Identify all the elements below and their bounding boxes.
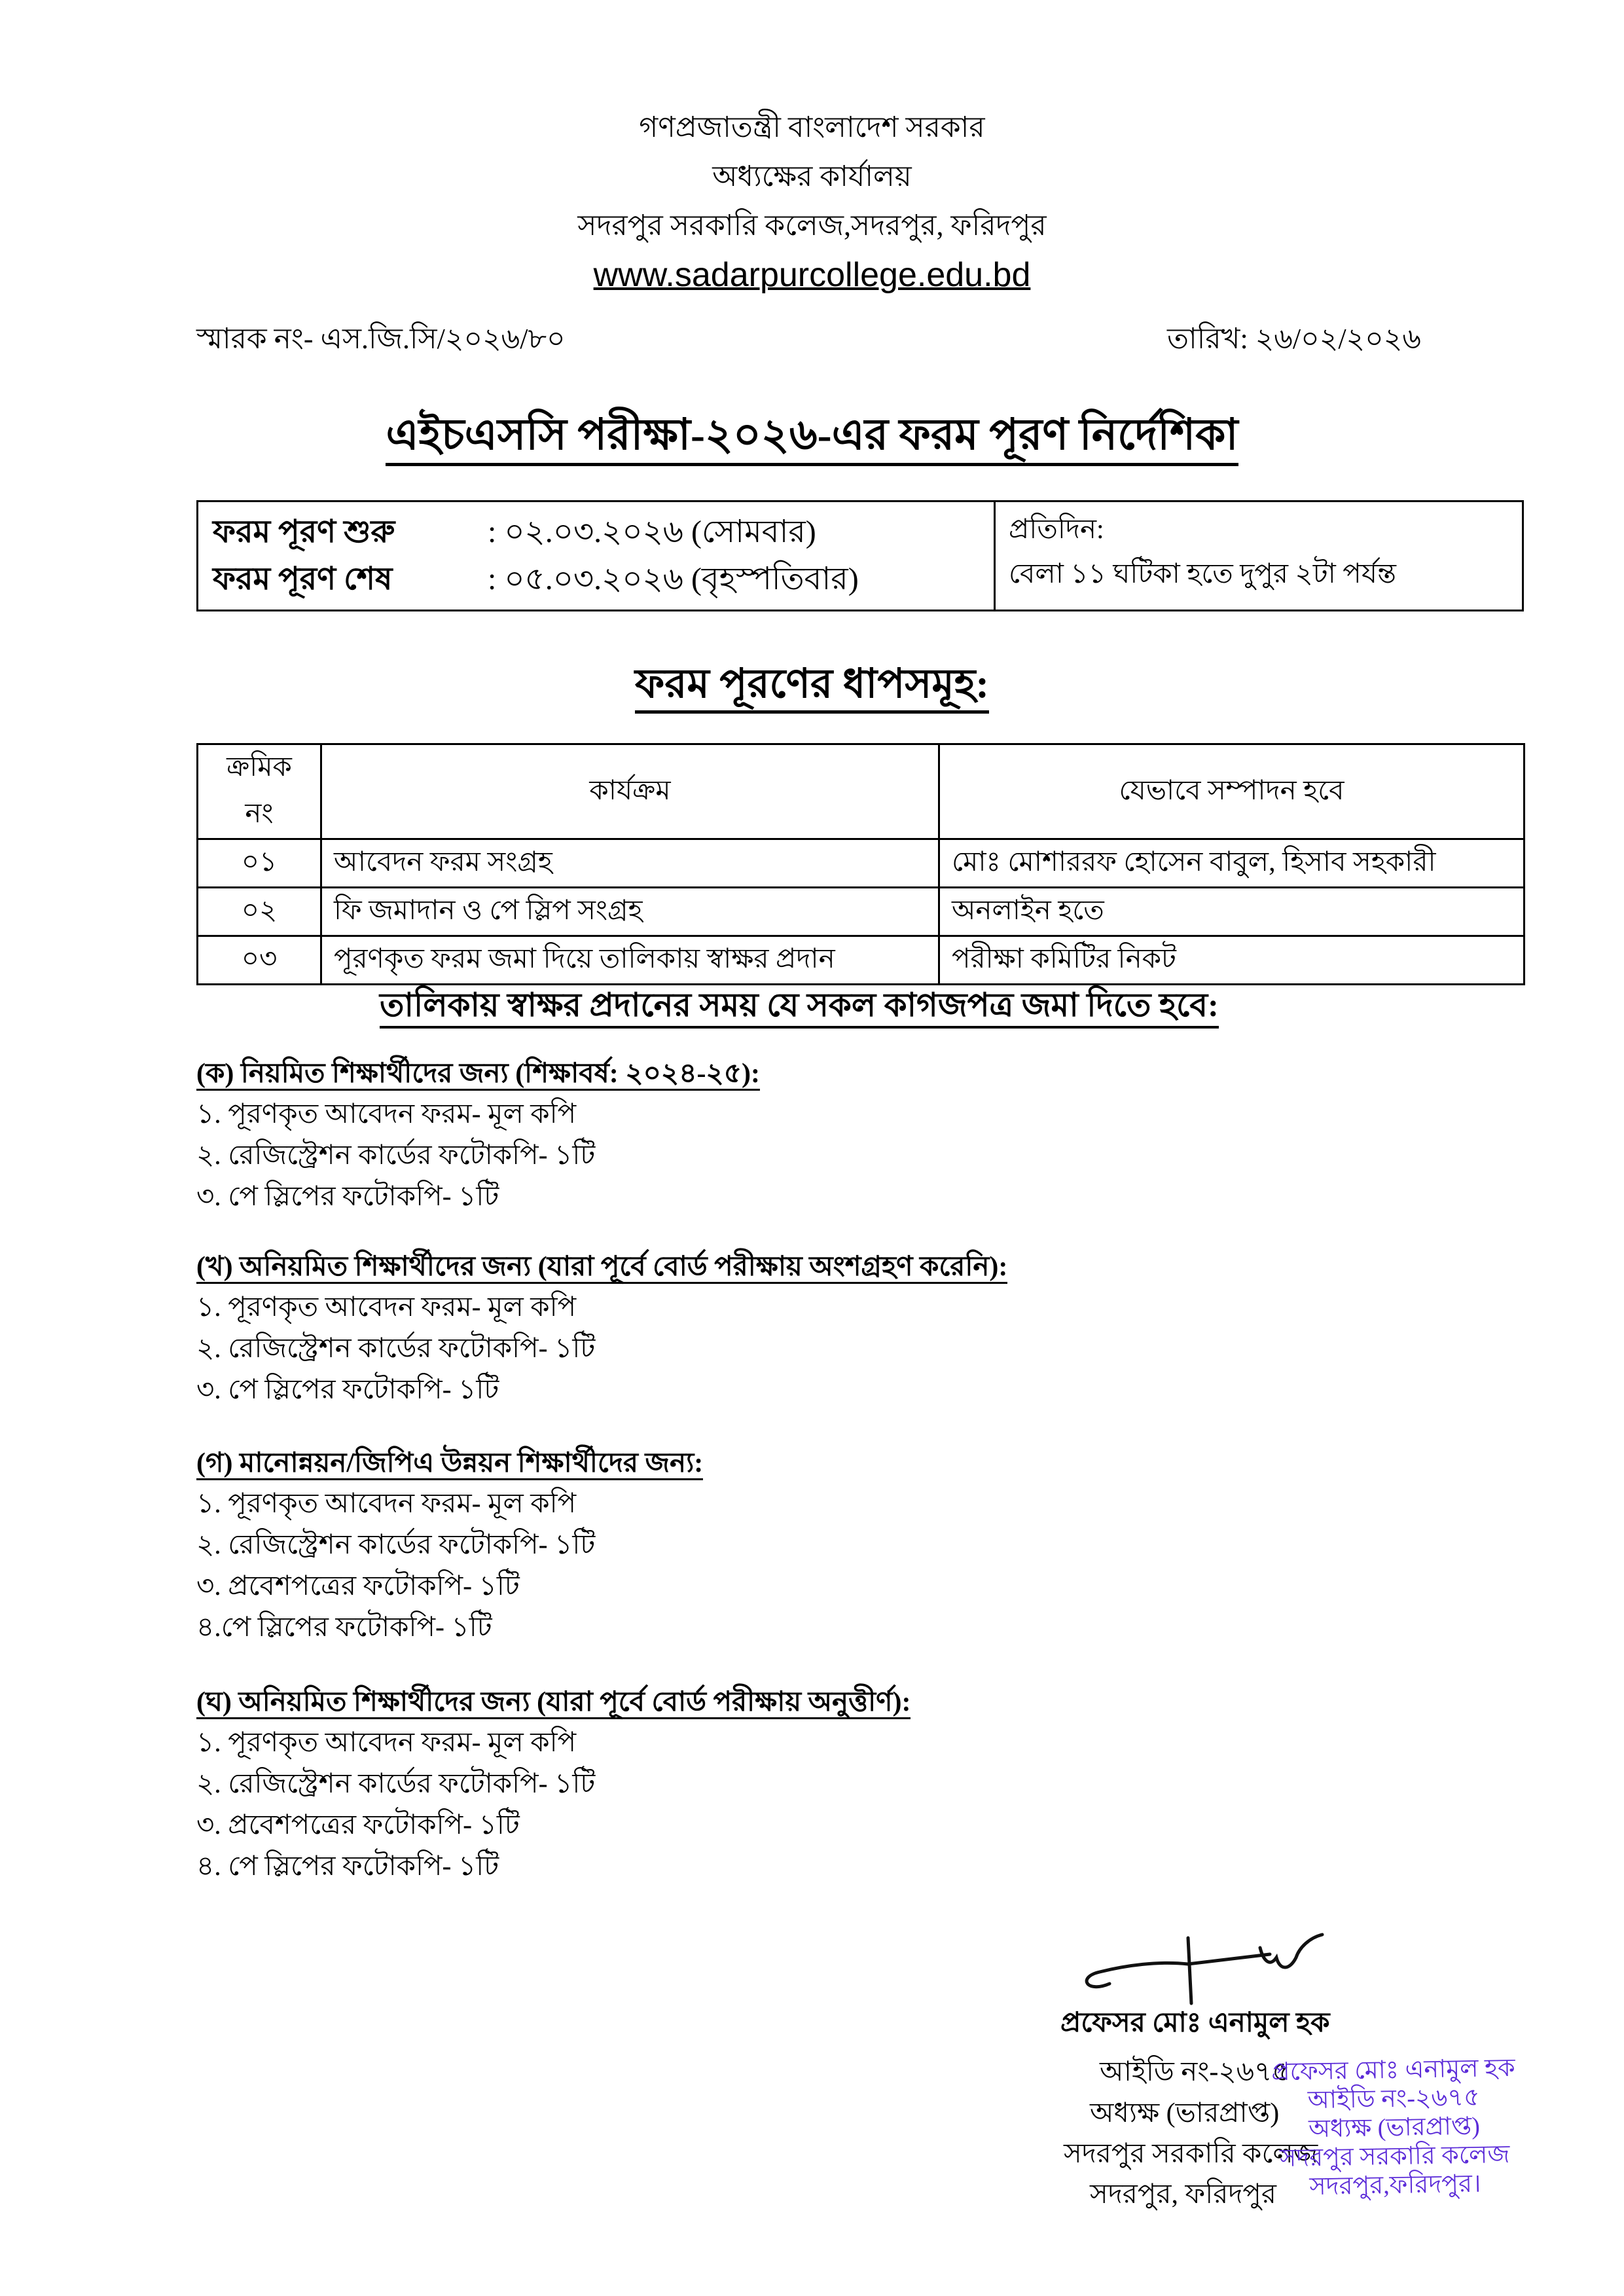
row-serial: ০১ [198,839,321,888]
signatory-name: প্রফেসর মোঃ এনামুল হক [1060,2008,1330,2038]
list-item: ২. রেজিস্ট্রেশন কার্ডের ফটোকপি- ১টি [196,1140,596,1171]
row-method: অনলাইন হতে [939,888,1525,936]
list-item: ৩. পে স্লিপের ফটোকপি- ১টি [196,1375,499,1405]
stamp-line-college: সদরপুর সরকারি কলেজ [1279,2140,1510,2173]
row-activity: পূরণকৃত ফরম জমা দিয়ে তালিকায় স্বাক্ষর প্রদান [321,936,939,985]
signatory-id: আইডি নং-২৬৭৫ [1100,2057,1290,2087]
list-item: ৩. পে স্লিপের ফটোকপি- ১টি [196,1182,499,1212]
official-seal-stamp [1216,2052,1572,2202]
daily-time: বেলা ১১ ঘটিকা হতে দুপুর ২টা পর্যন্ত [1009,559,1396,589]
govt-header: গণপ্রজাতন্ত্রী বাংলাদেশ সরকার [639,111,985,143]
row-method: পরীক্ষা কমিটির নিকট [939,936,1525,985]
group-title-text: (গ) মানোন্নয়ন/জিপিএ উন্নয়ন শিক্ষার্থীদের জন্য: [196,1448,703,1480]
stamp-line-name: প্রফেসর মোঃ এনামুল হক [1271,2054,1515,2086]
row-serial: ০৩ [198,936,321,985]
col-activity: কার্যক্রম [321,744,939,839]
list-item: ২. রেজিস্ট্রেশন কার্ডের ফটোকপি- ১টি [196,1530,596,1560]
page-title-text: এইচএসসি পরীক্ষা-২০২৬-এর ফরম পূরণ নির্দেশিকা [386,411,1238,466]
table-row [198,936,1525,985]
schedule-time [996,502,1522,610]
college-header: সদরপুর সরকারি কলেজ,সদরপুর, ফরিদপুর [577,210,1047,242]
row-method: মোঃ মোশাররফ হোসেন বাবুল, হিসাব সহকারী [939,839,1525,888]
list-item: ৩. প্রবেশপত্রের ফটোকপি- ১টি [196,1810,520,1840]
group-title-text: (ক) নিয়মিত শিক্ষার্থীদের জন্য (শিক্ষাবর্ষ: ২০২৪-২৫): [196,1059,760,1091]
row-activity: ফি জমাদান ও পে স্লিপ সংগ্রহ [321,888,939,936]
documents-heading [380,982,1219,1028]
stamp-line-location: সদরপুর,ফরিদপুর। [1309,2170,1481,2201]
handwritten-signature [1074,1931,1348,2010]
schedule-dates [198,502,996,610]
group-title-text: (খ) অনিয়মিত শিক্ষার্থীদের জন্য (যারা পূর্বে বোর্ড পরীক্ষায় অংশগ্রহণ করেনি): [196,1252,1007,1284]
list-item: ২. রেজিস্ট্রেশন কার্ডের ফটোকপি- ১টি [196,1334,596,1364]
signatory-designation: অধ্যক্ষ (ভারপ্রাপ্ত) [1090,2098,1280,2128]
group-title-ka [196,1054,760,1093]
group-title-kha [196,1247,1007,1286]
row-activity: আবেদন ফরম সংগ্রহ [321,839,939,888]
daily-label: প্রতিদিন: [1009,515,1104,545]
list-item: ৪. পে স্লিপের ফটোকপি- ১টি [196,1851,499,1882]
group-title-gha [196,1683,911,1722]
list-item: ৩. প্রবেশপত্রের ফটোকপি- ১টি [196,1571,520,1601]
end-label: ফরম পূরণ শেষ [213,562,393,596]
memo-ref: স্মারক নং- এস.জি.সি/২০২৬/৮০ [196,323,566,355]
steps-heading [0,658,1624,710]
page-title [0,409,1624,462]
signatory-location: সদরপুর, ফরিদপুর [1090,2179,1277,2210]
list-item: ২. রেজিস্ট্রেশন কার্ডের ফটোকপি- ১টি [196,1769,596,1799]
signatory-college: সদরপুর সরকারি কলেজ [1064,2139,1318,2169]
table-row [198,888,1525,936]
schedule-box [196,500,1524,611]
list-item: ১. পূরণকৃত আবেদন ফরম- মূল কপি [196,1728,577,1758]
stamp-line-designation: অধ্যক্ষ (ভারপ্রাপ্ত) [1308,2112,1481,2143]
steps-table [196,743,1525,985]
stamp-line-id: আইডি নং-২৬৭৫ [1307,2083,1481,2115]
schedule-start-row [213,509,994,556]
start-value: : ০২.০৩.২০২৬ (সোমবার) [488,515,816,549]
group-title-text: (ঘ) অনিয়মিত শিক্ষার্থীদের জন্য (যারা পূর্বে বোর্ড পরীক্ষায় অনুত্তীর্ণ): [196,1687,911,1719]
table-row [198,839,1525,888]
end-value: : ০৫.০৩.২০২৬ (বৃহস্পতিবার) [488,562,859,596]
schedule-end-row [213,556,994,603]
col-serial: ক্রমিক নং [198,744,321,839]
memo-date: তারিখ: ২৬/০২/২০২৬ [1166,323,1421,355]
list-item: ৪.পে স্লিপের ফটোকপি- ১টি [196,1613,492,1643]
list-item: ১. পূরণকৃত আবেদন ফরম- মূল কপি [196,1099,577,1129]
list-item: ১. পূরণকৃত আবেদন ফরম- মূল কপি [196,1292,577,1322]
group-title-ga [196,1444,703,1483]
office-header: অধ্যক্ষের কার্যালয় [712,160,912,192]
list-item: ১. পূরণকৃত আবেদন ফরম- মূল কপি [196,1489,577,1519]
start-label: ফরম পূরণ শুরু [213,515,395,549]
website-link[interactable]: www.sadarpurcollege.edu.bd [593,256,1031,294]
row-serial: ০২ [198,888,321,936]
col-method: যেভাবে সম্পাদন হবে [939,744,1525,839]
table-header-row [198,744,1525,839]
steps-heading-text: ফরম পূরণের ধাপসমূহ: [635,662,989,714]
documents-heading-text: তালিকায় স্বাক্ষর প্রদানের সময় যে সকল কাগজপত্র জমা দিতে হবে: [380,987,1219,1029]
